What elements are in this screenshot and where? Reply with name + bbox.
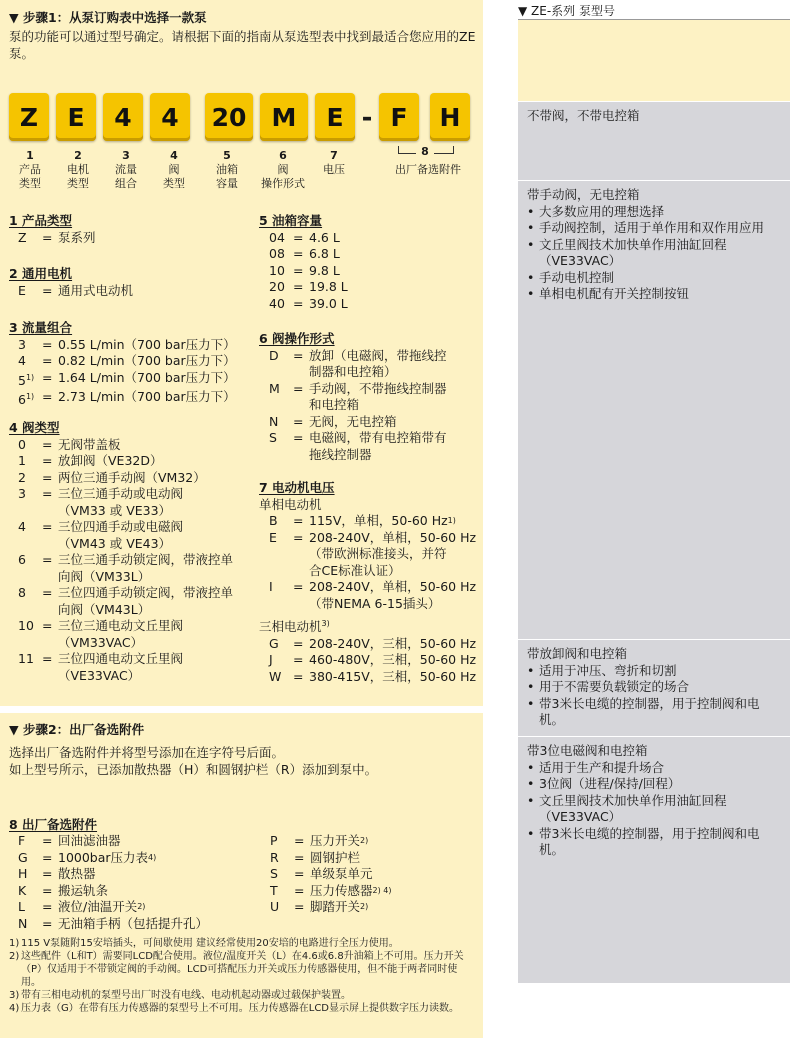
- option-value: 无阀，无电控箱: [309, 413, 397, 429]
- option-row: 2 = 两位三通手动阀（VM32）: [18, 469, 206, 485]
- option-row: T = 压力传感器 2) 4): [270, 882, 392, 898]
- section-title: 4 阀类型: [9, 420, 60, 435]
- option-value: 三位四通手动或电磁阀: [58, 519, 184, 534]
- option-row: M = 手动阀，不带拖线控制器: [269, 380, 447, 396]
- step2-header: ▼ 步骤2：出厂备选附件: [9, 722, 145, 737]
- footnote-text: 带有三相电动机的泵型号出厂时没有电线、电动机起动器或过载保护装置。: [21, 990, 351, 1001]
- option-row: 4 = 0.82 L/min（700 bar压力下）: [18, 353, 236, 368]
- option-value: 搬运轨条: [58, 882, 109, 898]
- bullet-item: • 适用于冲压、弯折和切割: [527, 662, 677, 678]
- bullet-item: • 文丘里阀技术加快单作用油缸回程（VE33VAC）: [527, 792, 727, 824]
- code-number-1: 1: [26, 149, 34, 162]
- bullet-item: • 用于不需要负载锁定的场合: [527, 679, 690, 694]
- code-caption-7: 电压: [323, 163, 345, 176]
- option-code: 1: [18, 453, 26, 468]
- code-box-5: 20: [205, 93, 253, 141]
- footnote-ref: 2) 4): [372, 885, 392, 895]
- bullet-item: • 带3米长电缆的控制器，用于控制阀和电机。: [527, 825, 760, 857]
- option-code: Z: [18, 229, 27, 245]
- code-number-2: 2: [74, 149, 82, 162]
- footnote-ref: 4): [148, 852, 157, 862]
- option-value-cont: （VM33 或 VE33）: [58, 502, 172, 518]
- option-code: F: [18, 833, 26, 848]
- accessories-right: [270, 833, 480, 916]
- code-number-4: 4: [170, 149, 178, 162]
- option-code: 08: [269, 246, 285, 261]
- footnote-ref: 1): [25, 372, 35, 382]
- footnote-text: 压力表（G）在带有压力传感器的泵型号上不可用。压力传感器在LCD显示屏上提供数字压力读数。: [21, 1003, 460, 1014]
- option-code: 10: [18, 618, 34, 633]
- section-product-type: [9, 213, 249, 246]
- footnote-ref: 2): [360, 836, 369, 845]
- option-value-cont: （VE33VAC）: [58, 667, 141, 683]
- option-value: 4.6 L: [309, 229, 340, 245]
- three-phase-label: 三相电动机: [259, 619, 322, 635]
- footnote-text: 115 V泵随附15安培插头，可间歇使用 建议经常使用20安培的电路进行全压力使用。: [21, 938, 399, 949]
- right-panel-top-cell: [518, 19, 790, 102]
- option-code: T: [270, 882, 278, 898]
- option-row: G = 208-240V，三相，50-60 Hz: [269, 635, 477, 651]
- option-value: 通用式电动机: [58, 282, 134, 298]
- option-value: 单级泵单元: [310, 866, 373, 881]
- option-code: G: [18, 849, 28, 865]
- code-box-3: 4: [103, 93, 143, 141]
- code-caption-1: 产品 类型: [19, 163, 41, 190]
- code-box-6: M: [260, 93, 308, 141]
- option-value: 圆钢护栏: [310, 849, 361, 865]
- step1-header: ▼ 步骤1：从泵订购表中选择一款泵: [9, 10, 207, 25]
- option-code: S: [269, 430, 277, 445]
- right-panel-header: ▼ ZE-系列 泵型号: [518, 4, 615, 18]
- footnote: [9, 989, 479, 1002]
- option-value: 1.64 L/min（700 bar压力下）: [58, 369, 236, 385]
- code-box-8: F: [379, 93, 419, 141]
- section-title: 1 产品类型: [9, 213, 73, 228]
- option-row: J = 460-480V，三相，50-60 Hz: [269, 652, 477, 668]
- option-code: 3: [18, 336, 26, 352]
- option-code: N: [18, 915, 28, 931]
- option-value-cont: （VM43 或 VE43）: [58, 535, 172, 551]
- bullet-item: • 文丘里阀技术加快单作用油缸回程（VE33VAC）: [527, 236, 727, 268]
- code-caption-3: 流量 组合: [115, 163, 137, 190]
- footnote: [9, 937, 479, 950]
- option-code: D: [269, 347, 279, 363]
- option-value: 三位三通手动或电动阀: [58, 486, 184, 501]
- option-row: E = 通用式电动机: [18, 282, 134, 298]
- option-code: 6: [18, 392, 26, 408]
- option-row: B = 115V，单相，50-60 Hz 1): [269, 513, 456, 528]
- section-title: 3 流量组合: [9, 320, 73, 335]
- section-title: 7 电动机电压: [259, 480, 335, 495]
- option-code: J: [269, 652, 273, 668]
- option-code: I: [269, 579, 273, 594]
- option-code: 11: [18, 651, 34, 666]
- bullet-item: • 单相电机配有开关控制按钮: [527, 286, 690, 301]
- option-row: W = 380-415V，三相，50-60 Hz: [269, 668, 477, 684]
- option-value: 手动阀，不带拖线控制器: [309, 380, 447, 396]
- option-value: 0.82 L/min（700 bar压力下）: [58, 353, 236, 368]
- section-voltage: [259, 480, 481, 685]
- step1-intro: 泵的功能可以通过型号确定。请根据下面的指南从泵选型表中找到最适合您应用的ZE泵。: [9, 29, 476, 61]
- option-value: 460-480V，三相，50-60 Hz: [309, 652, 477, 668]
- option-code: K: [18, 882, 27, 898]
- code-box-4: 4: [150, 93, 190, 141]
- option-code: H: [18, 866, 28, 881]
- footnote-mark: 4): [9, 1003, 20, 1014]
- option-value: 放卸阀（VE32D）: [58, 453, 163, 468]
- pump-type-cell-4: [518, 736, 790, 983]
- option-row: 11 = 三位四通电动文丘里阀: [18, 651, 184, 666]
- option-row: 8 = 三位四通手动锁定阀，带液控单: [18, 585, 234, 600]
- pump-type-cell-1: [518, 101, 790, 181]
- option-value-cont: （带欧洲标准接头，并符: [309, 546, 447, 561]
- section-motor: [9, 266, 249, 299]
- option-code: 4: [18, 353, 26, 368]
- option-row: 0 = 无阀带盖板: [18, 436, 121, 452]
- code-box-9: H: [430, 93, 470, 141]
- option-value-cont: 和电控箱: [309, 397, 360, 412]
- section-accessories-title: 8 出厂备选附件: [9, 817, 98, 832]
- option-value-cont: 向阀（VM33L）: [58, 568, 151, 584]
- option-value: 1000bar压力表: [58, 849, 149, 865]
- option-code: B: [269, 513, 278, 528]
- code-number-5: 5: [223, 149, 231, 162]
- option-value-cont: 向阀（VM43L）: [58, 601, 151, 617]
- option-row: S = 单级泵单元: [270, 866, 373, 881]
- option-code: U: [270, 899, 280, 914]
- option-code: 4: [18, 519, 26, 534]
- option-row: N = 无油箱手柄（包括提升孔）: [18, 915, 209, 931]
- option-code: 20: [269, 279, 285, 294]
- bullet-item: • 手动阀控制，适用于单作用和双作用应用: [527, 220, 765, 235]
- option-code: 10: [269, 262, 285, 278]
- footnote-mark: 2): [9, 951, 20, 962]
- option-value: 208-240V，三相，50-60 Hz: [309, 635, 477, 651]
- bullet-item: • 3位阀（进程/保持/回程）: [527, 776, 681, 791]
- option-value: 115V，单相，50-60 Hz: [309, 513, 448, 528]
- option-code: 04: [269, 229, 285, 245]
- option-row: 1 = 放卸阀（VE32D）: [18, 453, 163, 468]
- accessories-left: [18, 833, 258, 932]
- code-caption-5: 油箱 容量: [216, 163, 238, 190]
- option-value: 压力开关: [310, 833, 361, 848]
- step2-line2: 如上型号所示，已添加散热器（H）和圆钢护栏（R）添加到泵中。: [9, 762, 378, 777]
- option-value: 0.55 L/min（700 bar压力下）: [58, 336, 236, 352]
- cell-title: 带3位电磁阀和电控箱: [527, 743, 648, 758]
- option-row: Z = 泵系列: [18, 229, 96, 245]
- option-value: 6.8 L: [309, 246, 340, 261]
- option-value-cont: （VM33VAC）: [58, 634, 144, 650]
- footnote-ref: 1): [447, 516, 456, 525]
- option-code: P: [270, 833, 278, 848]
- option-row: U = 脚踏开关 2): [270, 899, 369, 914]
- pump-type-cell-3: [518, 639, 790, 737]
- code-box-1: Z: [9, 93, 49, 141]
- option-row: H = 散热器: [18, 866, 96, 881]
- option-value: 无油箱手柄（包括提升孔）: [58, 915, 209, 931]
- option-value: 208-240V，单相，50-60 Hz: [309, 579, 477, 594]
- option-code: R: [270, 849, 279, 865]
- code-caption-4: 阀 类型: [163, 163, 185, 190]
- section-title: 2 通用电机: [9, 266, 73, 281]
- option-code: 3: [18, 486, 26, 501]
- single-phase-label: 单相电动机: [259, 496, 322, 512]
- code-number-3: 3: [122, 149, 130, 162]
- section-valve-operation: [259, 331, 479, 463]
- bullet-item: • 手动电机控制: [527, 269, 615, 285]
- option-code: 0: [18, 436, 26, 452]
- option-value: 三位四通手动锁定阀，带液控单: [58, 585, 234, 600]
- code-caption-8: 出厂备选附件: [395, 163, 461, 176]
- code-box-2: E: [56, 93, 96, 141]
- option-value-cont: 合CE标准认证）: [309, 562, 401, 578]
- option-row: 5$^{1)}$ = 1.64 L/min（700 bar压力下）: [18, 369, 236, 388]
- option-code: M: [269, 380, 280, 396]
- option-value-cont: 制器和电控箱）: [309, 364, 397, 379]
- option-row: 40 = 39.0 L: [269, 295, 348, 311]
- footnote-text: 这些配件（L和T）需要同LCD配合使用。液位/温度开关（L）在4.6或6.8升油箱上不可用。压力开关（P）仅适用于不带锁定阀的手动阀。LCD可搭配压力开关或压力传感器使用，但不能于两者同时使用。: [21, 951, 464, 988]
- option-code: 2: [18, 469, 26, 485]
- option-value: 电磁阀，带有电控箱带有: [309, 430, 447, 445]
- option-value: 三位四通电动文丘里阀: [58, 651, 184, 666]
- option-value: 三位三通电动文丘里阀: [58, 618, 184, 633]
- option-value: 脚踏开关: [310, 899, 361, 914]
- code-box-7: E: [315, 93, 355, 141]
- option-value: 19.8 L: [309, 279, 348, 294]
- option-value: 放卸（电磁阀，带拖线控: [309, 347, 447, 363]
- bullet-item: • 大多数应用的理想选择: [527, 203, 665, 219]
- option-value: 2.73 L/min（700 bar压力下）: [58, 389, 236, 405]
- option-row: 20 = 19.8 L: [269, 279, 348, 294]
- option-code: E: [269, 529, 277, 545]
- option-row: G = 1000bar压力表 4): [18, 849, 157, 865]
- option-value: 散热器: [58, 866, 96, 881]
- option-code: N: [269, 413, 279, 429]
- option-value: 两位三通手动阀（VM32）: [58, 469, 206, 485]
- section-flow: [9, 320, 254, 409]
- option-code: E: [18, 282, 26, 298]
- footnote-ref: 1): [25, 392, 35, 402]
- option-row: I = 208-240V，单相，50-60 Hz: [269, 579, 477, 594]
- footnote-ref: 2): [360, 902, 369, 911]
- option-row: 10 = 三位三通电动文丘里阀: [18, 618, 184, 633]
- section-valve-type: [9, 420, 254, 684]
- code-number-8: 8: [416, 145, 434, 158]
- option-value: 液位/油温开关: [58, 899, 138, 914]
- footnote-mark: 1): [9, 938, 20, 949]
- option-code: 6: [18, 552, 26, 567]
- option-value: 无阀带盖板: [58, 436, 121, 452]
- bullet-item: • 带3米长电缆的控制器，用于控制阀和电机。: [527, 695, 760, 727]
- section-title: 6 阀操作形式: [259, 331, 335, 346]
- option-code: 40: [269, 295, 285, 311]
- option-value: 9.8 L: [309, 262, 340, 278]
- option-code: G: [269, 635, 279, 651]
- code-number-7: 7: [330, 149, 338, 162]
- cell-title: 带手动阀，无电控箱: [527, 187, 640, 202]
- option-value: 三位三通手动锁定阀，带液控单: [58, 552, 234, 567]
- option-row: E = 208-240V，单相，50-60 Hz: [269, 529, 477, 545]
- option-row: D = 放卸（电磁阀，带拖线控: [269, 347, 447, 363]
- footnote-mark: 3): [9, 990, 20, 1001]
- option-row: N = 无阀，无电控箱: [269, 413, 397, 429]
- option-value: 39.0 L: [309, 295, 348, 311]
- cell-title: 不带阀，不带电控箱: [527, 108, 640, 123]
- option-row: 08 = 6.8 L: [269, 246, 340, 261]
- footnote-ref: 2): [137, 902, 146, 911]
- footnote: [9, 950, 479, 989]
- code-caption-6: 阀 操作形式: [261, 163, 305, 190]
- option-row: 6 = 三位三通手动锁定阀，带液控单: [18, 552, 234, 567]
- footnote: [9, 1002, 479, 1015]
- option-value-cont: （带NEMA 6-15插头）: [309, 595, 441, 611]
- option-row: 04 = 4.6 L: [269, 229, 340, 245]
- option-value: 208-240V，单相，50-60 Hz: [309, 529, 477, 545]
- pump-type-cell-2: [518, 180, 790, 640]
- footnotes: [9, 937, 479, 1015]
- cell-title: 带放卸阀和电控箱: [527, 646, 628, 661]
- option-code: W: [269, 668, 282, 684]
- section-title: 5 油箱容量: [259, 213, 323, 228]
- option-row: S = 电磁阀，带有电控箱带有: [269, 430, 447, 445]
- option-value: 380-415V，三相，50-60 Hz: [309, 668, 477, 684]
- option-row: K = 搬运轨条: [18, 882, 109, 898]
- step2-line1: 选择出厂备选附件并将型号添加在连字符号后面。: [9, 745, 285, 760]
- option-value-cont: 拖线控制器: [309, 446, 372, 462]
- option-row: 3 = 三位三通手动或电动阀: [18, 486, 184, 501]
- option-row: L = 液位/油温开关 2): [18, 899, 146, 914]
- option-row: 6$^{1)}$ = 2.73 L/min（700 bar压力下）: [18, 389, 236, 408]
- option-row: 4 = 三位四通手动或电磁阀: [18, 519, 184, 534]
- option-row: 3 = 0.55 L/min（700 bar压力下）: [18, 336, 236, 352]
- option-code: S: [270, 866, 278, 881]
- code-caption-2: 电机 类型: [67, 163, 89, 190]
- option-code: 8: [18, 585, 26, 600]
- option-row: P = 压力开关 2): [270, 833, 369, 848]
- option-value: 泵系列: [58, 229, 96, 245]
- option-value: 回油滤油器: [58, 833, 121, 848]
- option-code: L: [18, 899, 25, 914]
- code-dash: -: [361, 103, 373, 133]
- option-row: R = 圆钢护栏: [270, 849, 361, 865]
- option-code: 5: [18, 372, 26, 388]
- option-value: 压力传感器: [310, 882, 373, 898]
- code-number-6: 6: [279, 149, 287, 162]
- bullet-item: • 适用于生产和提升场合: [527, 759, 665, 775]
- option-row: F = 回油滤油器: [18, 833, 121, 848]
- section-tank: [259, 213, 479, 312]
- option-row: 10 = 9.8 L: [269, 262, 340, 278]
- footnote-ref: 3): [321, 619, 330, 628]
